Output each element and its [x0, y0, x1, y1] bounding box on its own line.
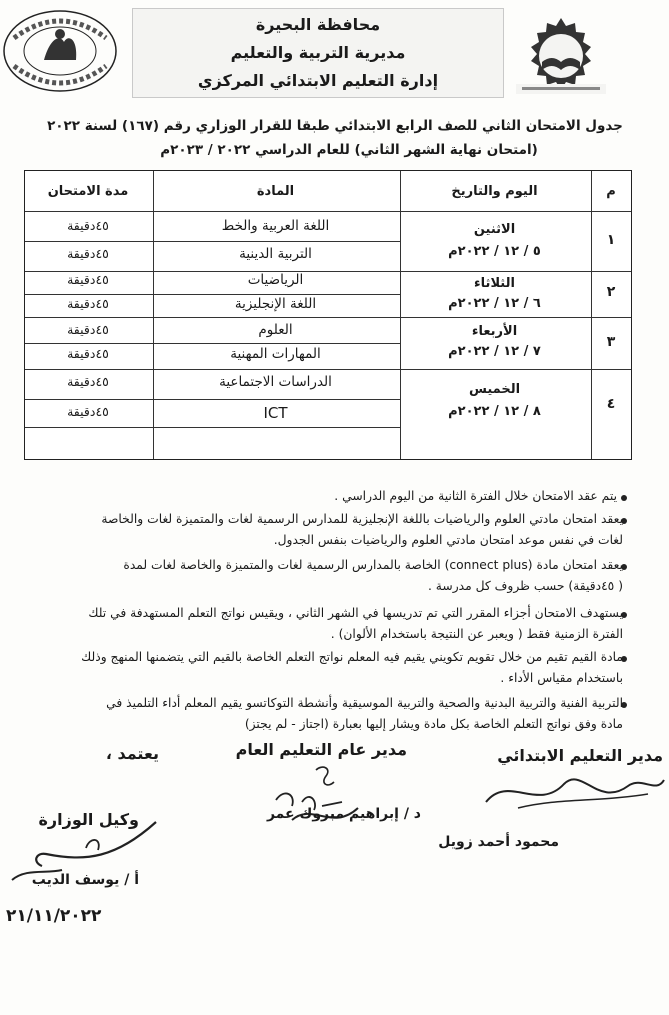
exam-duration: ٤٥دقيقة: [67, 218, 109, 233]
handwritten-signature-icon: [6, 818, 166, 902]
note-item: مادة القيم تقيم من خلال تقويم تكويني يقيم فيه المعلم نواتج التعلم الخاصة بالقيم التي يتضمنها المنهج وذلك: [81, 650, 623, 664]
handwritten-approval-date: ٢١/١١/٢٠٢٢: [6, 906, 102, 926]
note-item-continued: لغات في نفس موعد امتحان مادتي العلوم والرياضيات بنفس الجدول.: [273, 533, 623, 547]
handwritten-signature-icon: [478, 768, 668, 822]
exam-duration: ٤٥دقيقة: [67, 374, 109, 389]
schedule-subtitle: (امتحان نهاية الشهر الثاني) للعام الدراسي ٢٠٢٢ / ٢٠٢٣م: [160, 142, 538, 158]
col-header-subject: المادة: [256, 184, 295, 199]
note-item: يتم عقد الامتحان خلال الفترة الثانية من اليوم الدراسي .: [334, 489, 617, 503]
subject-name: ICT: [263, 404, 288, 422]
note-item: يستهدف الامتحان أجزاء المقرر التي تم تدريسها في الشهر الثاني ، ويقيس نواتج التعلم المستهدفة في تلك: [88, 606, 623, 620]
exam-date: ٨ / ١٢ / ٢٠٢٢م: [448, 404, 541, 419]
note-item: يعقد امتحان مادتي العلوم والرياضيات باللغة الإنجليزية للمدارس الرسمية لغات والمتميزة لغات والخاصة: [101, 512, 623, 526]
exam-duration: ٤٥دقيقة: [67, 404, 109, 419]
exam-duration: ٤٥دقيقة: [67, 296, 109, 311]
subject-name: التربية الدينية: [239, 246, 312, 262]
subject-name: اللغة الإنجليزية: [234, 296, 317, 312]
day-name: الثلاثاء: [474, 276, 515, 291]
col-header-duration: مدة الامتحان: [47, 184, 129, 199]
exam-duration: ٤٥دقيقة: [67, 246, 109, 261]
general-director-name: د / إبراهيم مبروك عمر: [266, 806, 421, 822]
col-header-num: م: [606, 184, 616, 199]
schedule-title: جدول الامتحان الثاني للصف الرابع الابتدائي طبقا للقرار الوزاري رقم (١٦٧) لسنة ٢٠٢٢: [47, 118, 623, 134]
subject-name: اللغة العربية والخط: [221, 218, 330, 234]
primary-director-name: محمود أحمد زويل: [438, 834, 559, 850]
approval-label: يعتمد ،: [105, 744, 159, 763]
primary-director-title: مدير التعليم الابتدائي: [497, 746, 663, 765]
subject-name: المهارات المهنية: [230, 346, 321, 362]
deputy-minister-title: وكيل الوزارة: [38, 810, 139, 829]
governorate-name: محافظة البحيرة: [255, 15, 381, 34]
exam-date: ٦ / ١٢ / ٢٠٢٢م: [448, 296, 541, 311]
exam-date: ٧ / ١٢ / ٢٠٢٢م: [448, 344, 541, 359]
subject-name: العلوم: [258, 322, 293, 338]
education-directorate-seal-icon: [0, 8, 120, 94]
note-item-continued: باستخدام مقياس الأداء .: [500, 671, 623, 685]
exam-date: ٥ / ١٢ / ٢٠٢٢م: [448, 244, 541, 259]
directorate-gear-book-emblem-icon: [512, 14, 610, 96]
handwritten-signature-icon: [262, 762, 372, 836]
day-name: الاثنين: [473, 222, 516, 237]
bullet-icon: [621, 495, 627, 501]
department-name: إدارة التعليم الابتدائي المركزي: [197, 71, 439, 90]
col-header-day-date: اليوم والتاريخ: [451, 184, 538, 199]
day-name: الخميس: [468, 382, 521, 397]
exam-duration: ٤٥دقيقة: [67, 346, 109, 361]
day-number: ١: [606, 232, 616, 248]
note-item-continued: الفترة الزمنية فقط ( ويعبر عن النتيجة باستخدام الألوان) .: [330, 627, 623, 641]
day-number: ٣: [606, 334, 616, 350]
subject-name: الرياضيات: [247, 272, 304, 288]
exam-duration: ٤٥دقيقة: [67, 322, 109, 337]
note-item: التربية الفنية والتربية البدنية والصحية والتربية الموسيقية وأنشطة التوكاتسو يقيم المعلم أداء التلميذ في: [106, 696, 623, 710]
general-director-title: مدير عام التعليم العام: [235, 740, 407, 759]
header-title-box: [132, 8, 504, 98]
note-item-continued: مادة وفق نواتج التعلم الخاصة بكل مادة ويشار إليها بعبارة (اجتاز - لم يجتز): [244, 717, 623, 731]
day-number: ٢: [606, 284, 616, 300]
directorate-name: مديرية التربية والتعليم: [230, 43, 406, 62]
note-item: يعقد امتحان مادة (connect plus) الخاصة بالمدارس الرسمية لغات والمتميزة والخاصة لغات لمدة: [123, 558, 623, 572]
day-number: ٤: [606, 396, 616, 412]
subject-name: الدراسات الاجتماعية: [219, 374, 332, 390]
note-item-continued: ( ٤٥دقيقة) حسب ظروف كل مدرسة .: [427, 579, 623, 593]
day-name: الأربعاء: [471, 324, 518, 339]
deputy-minister-name: أ / يوسف الديب: [31, 872, 139, 888]
exam-duration: ٤٥دقيقة: [67, 272, 109, 287]
